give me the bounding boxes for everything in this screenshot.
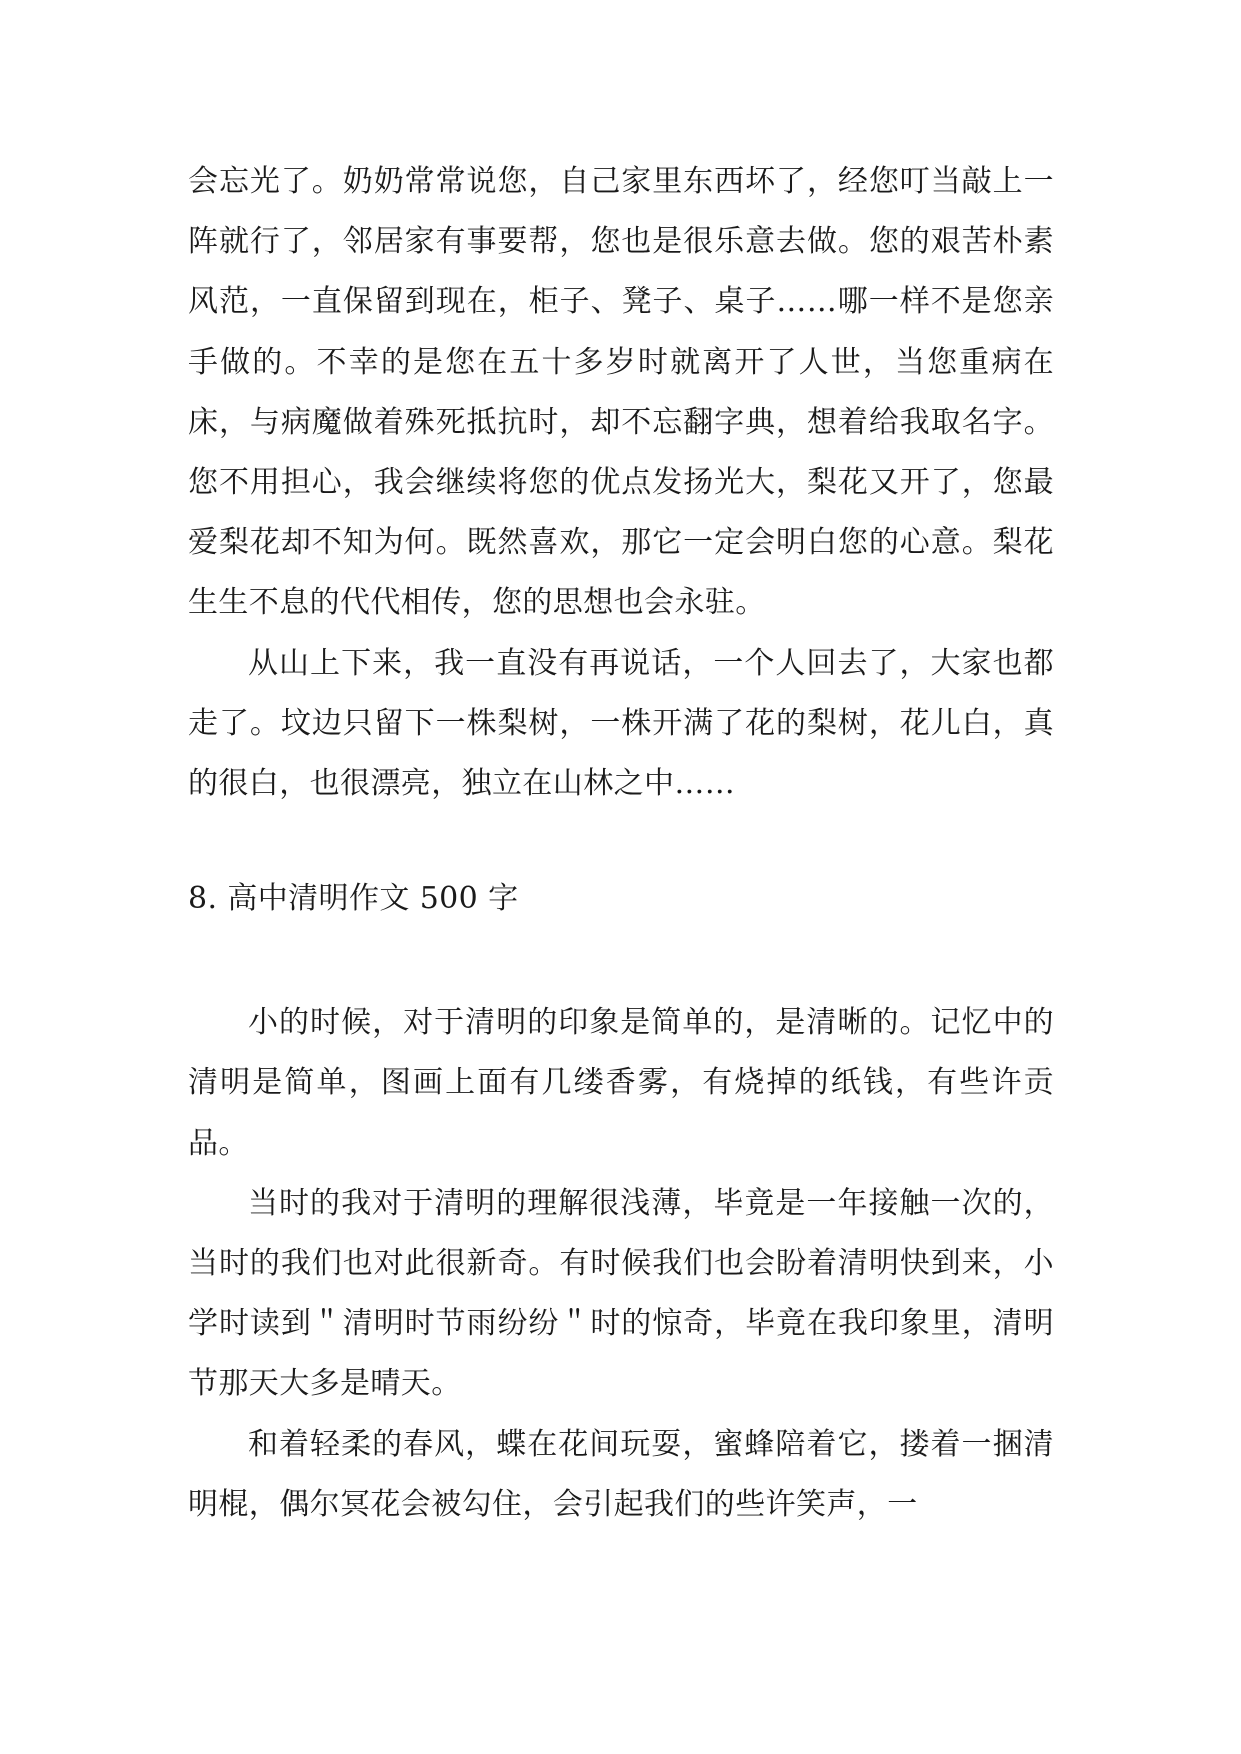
paragraph-childhood-impression: 小的时候，对于清明的印象是简单的，是清晰的。记忆中的清明是简单，图画上面有几缕香雾，有烧掉的纸钱，有些许贡品。 [188, 1005, 1054, 1161]
section-heading: 8. 高中清明作文 500 字 [188, 881, 519, 917]
document-body [188, 152, 1054, 1535]
paragraph-spring-breeze: 和着轻柔的春风，蝶在花间玩耍，蜜蜂陪着它，搂着一捆清明棍，偶尔冥花会被勾住，会引起我们的些许笑声，一 [188, 1426, 1054, 1522]
paragraph-descending-mountain: 从山上下来，我一直没有再说话，一个人回去了，大家也都走了。坟边只留下一株梨树，一株开满了花的梨树，花儿白，真的很白，也很漂亮，独立在山林之中…… [188, 645, 1054, 802]
continued-paragraph: 会忘光了。奶奶常常说您，自己家里东西坏了，经您叮当敲上一阵就行了，邻居家有事要帮，您也是很乐意去做。您的艰苦朴素风范，一直保留到现在，柜子、凳子、桌子……哪一样不是您亲手做的。不幸的是您在五十多岁时就离开了人世，当您重病在床，与病魔做着殊死抵抗时，却不忘翻字典，想着给我取名字。您不用担心，我会继续将您的优点发扬光大，梨花又开了，您最爱梨花却不知为何。既然喜欢，那它一定会明白您的心意。梨花生生不息的代代相传，您的思想也会永驻。 [188, 164, 1054, 621]
paragraph-shallow-understanding: 当时的我对于清明的理解很浅薄，毕竟是一年接触一次的，当时的我们也对此很新奇。有时候我们也会盼着清明快到来，小学时读到＂清明时节雨纷纷＂时的惊奇，毕竟在我印象里，清明节那天大多是晴天。 [188, 1185, 1054, 1402]
heading-spacer [188, 929, 1054, 993]
